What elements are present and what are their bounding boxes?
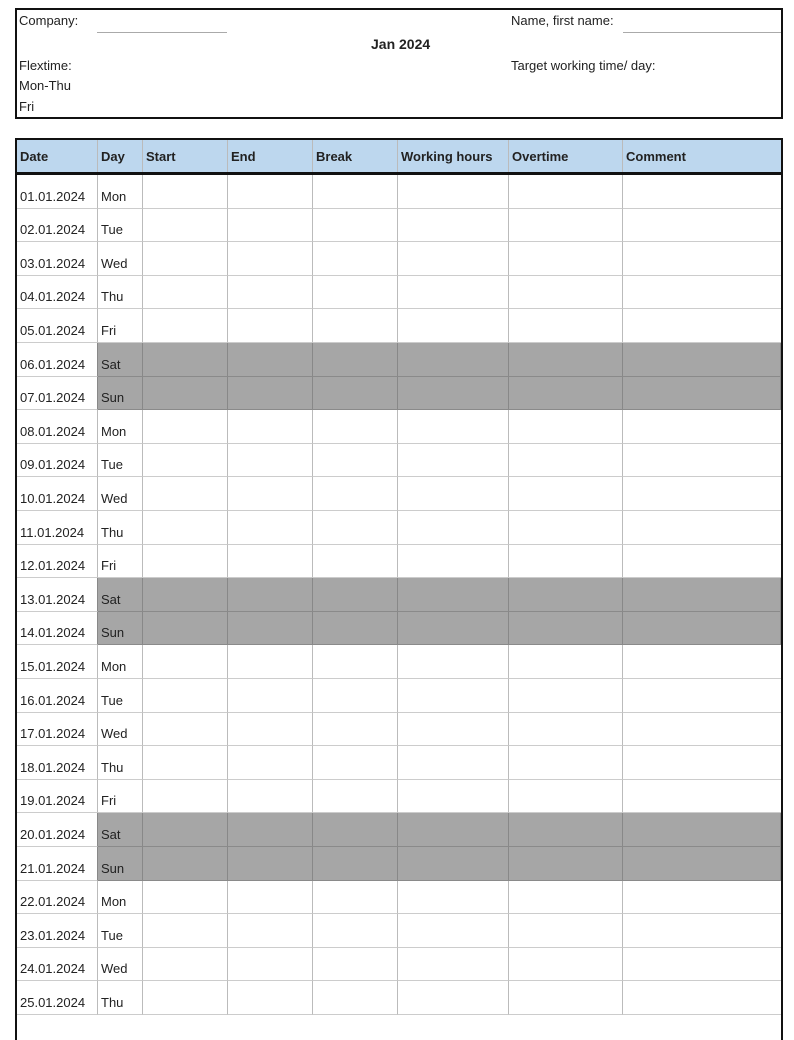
cell-working-hours[interactable] [398, 578, 509, 612]
cell-break[interactable] [313, 477, 398, 511]
month-title: Jan 2024 [371, 36, 431, 52]
cell-day: Sat [98, 578, 143, 612]
cell-working-hours[interactable] [398, 477, 509, 511]
cell-comment[interactable] [623, 276, 781, 310]
cell-date: 22.01.2024 [17, 881, 98, 915]
cell-start[interactable] [143, 410, 228, 444]
cell-start[interactable] [143, 981, 228, 1015]
cell-break[interactable] [313, 645, 398, 679]
cell-start[interactable] [143, 713, 228, 747]
cell-day: Sat [98, 343, 143, 377]
cell-overtime[interactable] [509, 477, 623, 511]
cell-break[interactable] [313, 343, 398, 377]
cell-comment[interactable] [623, 679, 781, 713]
cell-working-hours[interactable] [398, 343, 509, 377]
cell-overtime[interactable] [509, 242, 623, 276]
table-row [17, 679, 781, 713]
cell-break[interactable] [313, 511, 398, 545]
cell-break[interactable] [313, 612, 398, 646]
cell-comment[interactable] [623, 881, 781, 915]
cell-date: 23.01.2024 [17, 914, 98, 948]
cell-comment[interactable] [623, 410, 781, 444]
cell-end[interactable] [228, 545, 313, 579]
company-field[interactable] [97, 32, 227, 33]
cell-start[interactable] [143, 209, 228, 243]
cell-break[interactable] [313, 679, 398, 713]
col-header-day: Day [98, 140, 143, 172]
cell-day: Tue [98, 444, 143, 478]
cell-comment[interactable] [623, 309, 781, 343]
cell-end[interactable] [228, 780, 313, 814]
cell-end[interactable] [228, 612, 313, 646]
table-row [17, 410, 781, 444]
cell-start[interactable] [143, 847, 228, 881]
name-label: Name, first name: [511, 13, 614, 28]
cell-end[interactable] [228, 847, 313, 881]
table-row [17, 444, 781, 478]
col-header-comment: Comment [623, 140, 781, 172]
cell-overtime[interactable] [509, 444, 623, 478]
cell-overtime[interactable] [509, 209, 623, 243]
cell-working-hours[interactable] [398, 276, 509, 310]
cell-break[interactable] [313, 713, 398, 747]
cell-comment[interactable] [623, 780, 781, 814]
cell-date: 11.01.2024 [17, 511, 98, 545]
cell-overtime[interactable] [509, 780, 623, 814]
cell-comment[interactable] [623, 948, 781, 982]
cell-day: Fri [98, 780, 143, 814]
cell-end[interactable] [228, 377, 313, 411]
table-row [17, 948, 781, 982]
table-row [17, 545, 781, 579]
col-header-start: Start [143, 140, 228, 172]
cell-start[interactable] [143, 511, 228, 545]
cell-break[interactable] [313, 948, 398, 982]
cell-start[interactable] [143, 545, 228, 579]
cell-day: Wed [98, 948, 143, 982]
table-row [17, 377, 781, 411]
cell-overtime[interactable] [509, 679, 623, 713]
cell-start[interactable] [143, 444, 228, 478]
table-row [17, 713, 781, 747]
cell-overtime[interactable] [509, 309, 623, 343]
mon-thu-label: Mon-Thu [19, 78, 72, 93]
cell-date: 18.01.2024 [17, 746, 98, 780]
cell-working-hours[interactable] [398, 746, 509, 780]
cell-end[interactable] [228, 881, 313, 915]
cell-end[interactable] [228, 713, 313, 747]
table-row [17, 309, 781, 343]
table-row [17, 276, 781, 310]
cell-break[interactable] [313, 377, 398, 411]
cell-date: 09.01.2024 [17, 444, 98, 478]
cell-overtime[interactable] [509, 276, 623, 310]
cell-overtime[interactable] [509, 914, 623, 948]
cell-overtime[interactable] [509, 948, 623, 982]
cell-working-hours[interactable] [398, 713, 509, 747]
cell-break[interactable] [313, 444, 398, 478]
cell-working-hours[interactable] [398, 981, 509, 1015]
table-header-row [17, 140, 781, 175]
cell-working-hours[interactable] [398, 679, 509, 713]
cell-day: Mon [98, 175, 143, 209]
cell-working-hours[interactable] [398, 780, 509, 814]
cell-comment[interactable] [623, 511, 781, 545]
timesheet-table [15, 138, 783, 1040]
cell-overtime[interactable] [509, 545, 623, 579]
cell-overtime[interactable] [509, 410, 623, 444]
cell-date: 14.01.2024 [17, 612, 98, 646]
cell-comment[interactable] [623, 645, 781, 679]
cell-working-hours[interactable] [398, 612, 509, 646]
cell-comment[interactable] [623, 914, 781, 948]
table-row [17, 511, 781, 545]
cell-date: 10.01.2024 [17, 477, 98, 511]
cell-date: 13.01.2024 [17, 578, 98, 612]
table-row [17, 645, 781, 679]
cell-day: Sun [98, 377, 143, 411]
cell-date: 01.01.2024 [17, 175, 98, 209]
cell-date: 25.01.2024 [17, 981, 98, 1015]
cell-working-hours[interactable] [398, 813, 509, 847]
flextime-label: Flextime: [19, 58, 72, 73]
cell-day: Mon [98, 410, 143, 444]
table-row [17, 914, 781, 948]
cell-date: 07.01.2024 [17, 377, 98, 411]
cell-end[interactable] [228, 578, 313, 612]
cell-day: Wed [98, 477, 143, 511]
cell-start[interactable] [143, 813, 228, 847]
cell-day: Thu [98, 276, 143, 310]
cell-day: Thu [98, 746, 143, 780]
cell-overtime[interactable] [509, 981, 623, 1015]
cell-overtime[interactable] [509, 847, 623, 881]
col-header-working-hours: Working hours [398, 140, 509, 172]
cell-start[interactable] [143, 645, 228, 679]
cell-overtime[interactable] [509, 713, 623, 747]
cell-day: Sun [98, 612, 143, 646]
cell-working-hours[interactable] [398, 511, 509, 545]
cell-break[interactable] [313, 881, 398, 915]
cell-start[interactable] [143, 881, 228, 915]
cell-overtime[interactable] [509, 377, 623, 411]
cell-working-hours[interactable] [398, 645, 509, 679]
cell-end[interactable] [228, 813, 313, 847]
cell-day: Fri [98, 309, 143, 343]
cell-working-hours[interactable] [398, 209, 509, 243]
cell-working-hours[interactable] [398, 545, 509, 579]
cell-date: 24.01.2024 [17, 948, 98, 982]
cell-overtime[interactable] [509, 813, 623, 847]
cell-end[interactable] [228, 511, 313, 545]
cell-start[interactable] [143, 780, 228, 814]
cell-end[interactable] [228, 309, 313, 343]
cell-day: Mon [98, 645, 143, 679]
cell-break[interactable] [313, 175, 398, 209]
cell-break[interactable] [313, 276, 398, 310]
cell-end[interactable] [228, 209, 313, 243]
cell-comment[interactable] [623, 175, 781, 209]
cell-break[interactable] [313, 309, 398, 343]
cell-comment[interactable] [623, 746, 781, 780]
cell-end[interactable] [228, 914, 313, 948]
cell-comment[interactable] [623, 444, 781, 478]
cell-day: Tue [98, 209, 143, 243]
cell-start[interactable] [143, 242, 228, 276]
cell-overtime[interactable] [509, 578, 623, 612]
cell-day: Sun [98, 847, 143, 881]
target-label: Target working time/ day: [511, 58, 656, 73]
cell-comment[interactable] [623, 713, 781, 747]
cell-overtime[interactable] [509, 881, 623, 915]
cell-day: Thu [98, 511, 143, 545]
cell-start[interactable] [143, 343, 228, 377]
cell-overtime[interactable] [509, 746, 623, 780]
cell-start[interactable] [143, 175, 228, 209]
fri-label: Fri [19, 99, 35, 114]
cell-day: Wed [98, 713, 143, 747]
cell-working-hours[interactable] [398, 914, 509, 948]
cell-working-hours[interactable] [398, 410, 509, 444]
name-field[interactable] [623, 32, 781, 33]
table-row [17, 242, 781, 276]
cell-start[interactable] [143, 309, 228, 343]
cell-break[interactable] [313, 914, 398, 948]
cell-start[interactable] [143, 578, 228, 612]
cell-start[interactable] [143, 612, 228, 646]
cell-break[interactable] [313, 746, 398, 780]
col-header-break: Break [313, 140, 398, 172]
cell-date: 12.01.2024 [17, 545, 98, 579]
cell-comment[interactable] [623, 242, 781, 276]
cell-date: 19.01.2024 [17, 780, 98, 814]
cell-break[interactable] [313, 410, 398, 444]
cell-working-hours[interactable] [398, 377, 509, 411]
cell-comment[interactable] [623, 377, 781, 411]
cell-end[interactable] [228, 175, 313, 209]
cell-end[interactable] [228, 410, 313, 444]
cell-working-hours[interactable] [398, 175, 509, 209]
cell-end[interactable] [228, 948, 313, 982]
cell-date: 16.01.2024 [17, 679, 98, 713]
cell-comment[interactable] [623, 981, 781, 1015]
cell-end[interactable] [228, 746, 313, 780]
cell-end[interactable] [228, 645, 313, 679]
cell-start[interactable] [143, 276, 228, 310]
cell-overtime[interactable] [509, 645, 623, 679]
cell-break[interactable] [313, 545, 398, 579]
table-row [17, 847, 781, 881]
cell-date: 15.01.2024 [17, 645, 98, 679]
cell-comment[interactable] [623, 578, 781, 612]
header-box [15, 8, 783, 119]
cell-comment[interactable] [623, 545, 781, 579]
col-header-date: Date [17, 140, 98, 172]
cell-end[interactable] [228, 276, 313, 310]
cell-comment[interactable] [623, 343, 781, 377]
cell-break[interactable] [313, 847, 398, 881]
cell-date: 08.01.2024 [17, 410, 98, 444]
cell-working-hours[interactable] [398, 948, 509, 982]
cell-day: Mon [98, 881, 143, 915]
table-row [17, 612, 781, 646]
cell-working-hours[interactable] [398, 309, 509, 343]
cell-day: Tue [98, 679, 143, 713]
cell-day: Tue [98, 914, 143, 948]
cell-comment[interactable] [623, 209, 781, 243]
cell-break[interactable] [313, 780, 398, 814]
company-label: Company: [19, 13, 79, 28]
cell-end[interactable] [228, 242, 313, 276]
cell-overtime[interactable] [509, 612, 623, 646]
cell-date: 17.01.2024 [17, 713, 98, 747]
cell-break[interactable] [313, 813, 398, 847]
cell-date: 06.01.2024 [17, 343, 98, 377]
cell-break[interactable] [313, 578, 398, 612]
cell-date: 05.01.2024 [17, 309, 98, 343]
cell-working-hours[interactable] [398, 847, 509, 881]
cell-break[interactable] [313, 209, 398, 243]
cell-end[interactable] [228, 981, 313, 1015]
cell-overtime[interactable] [509, 175, 623, 209]
table-row [17, 343, 781, 377]
table-row [17, 209, 781, 243]
cell-date: 03.01.2024 [17, 242, 98, 276]
table-row [17, 746, 781, 780]
cell-day: Fri [98, 545, 143, 579]
cell-comment[interactable] [623, 847, 781, 881]
table-row [17, 175, 781, 209]
cell-end[interactable] [228, 343, 313, 377]
cell-overtime[interactable] [509, 343, 623, 377]
cell-comment[interactable] [623, 612, 781, 646]
cell-working-hours[interactable] [398, 881, 509, 915]
cell-day: Sat [98, 813, 143, 847]
cell-end[interactable] [228, 679, 313, 713]
cell-end[interactable] [228, 477, 313, 511]
cell-date: 20.01.2024 [17, 813, 98, 847]
cell-start[interactable] [143, 477, 228, 511]
cell-day: Wed [98, 242, 143, 276]
cell-working-hours[interactable] [398, 242, 509, 276]
col-header-end: End [228, 140, 313, 172]
cell-overtime[interactable] [509, 511, 623, 545]
table-row [17, 881, 781, 915]
cell-day: Thu [98, 981, 143, 1015]
cell-date: 21.01.2024 [17, 847, 98, 881]
cell-start[interactable] [143, 377, 228, 411]
cell-comment[interactable] [623, 813, 781, 847]
cell-start[interactable] [143, 914, 228, 948]
table-row [17, 780, 781, 814]
cell-comment[interactable] [623, 477, 781, 511]
cell-start[interactable] [143, 746, 228, 780]
col-header-overtime: Overtime [509, 140, 623, 172]
cell-working-hours[interactable] [398, 444, 509, 478]
cell-start[interactable] [143, 948, 228, 982]
table-row [17, 981, 781, 1015]
table-row [17, 578, 781, 612]
cell-end[interactable] [228, 444, 313, 478]
table-row [17, 477, 781, 511]
cell-date: 02.01.2024 [17, 209, 98, 243]
cell-start[interactable] [143, 679, 228, 713]
cell-date: 04.01.2024 [17, 276, 98, 310]
cell-break[interactable] [313, 981, 398, 1015]
cell-break[interactable] [313, 242, 398, 276]
table-row [17, 813, 781, 847]
